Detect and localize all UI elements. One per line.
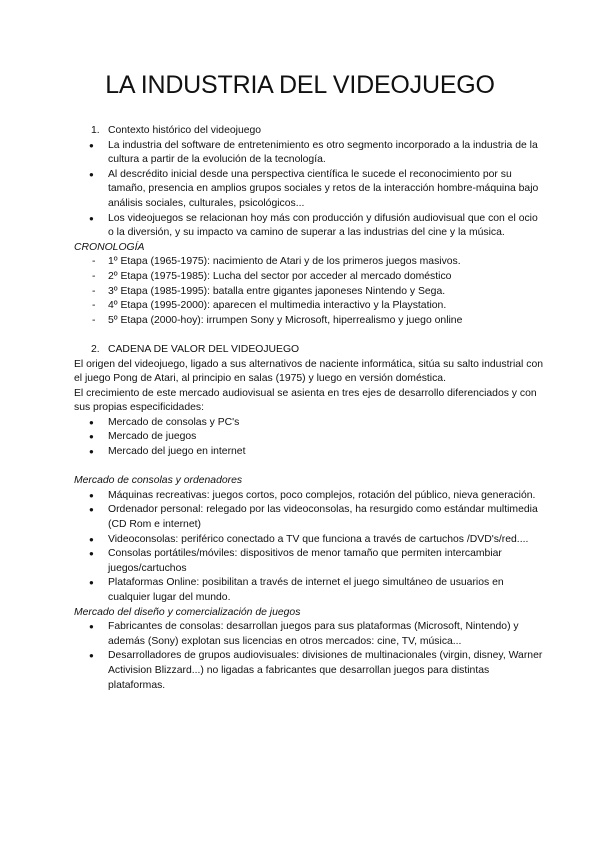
section2-bullet-1: ● Mercado de consolas y PC's (74, 416, 544, 431)
cronologia-item-3: - 3º Etapa (1985-1995): batalla entre gigantes japoneses Nintendo y Sega. (74, 285, 544, 300)
section1-number: 1. (91, 125, 100, 136)
section2-number: 2. (91, 343, 100, 355)
cronologia-item-4: - 4º Etapa (1995-2000): aparecen el multimedia interactivo y la Playstation. (74, 299, 544, 314)
section2-paragraph-1: El origen del videojuego, ligado a sus alternativos de naciente informática, sitúa su salto industrial con el juego Pong de Atari, al principio en salas (1975) y luego en versión doméstica. (74, 358, 544, 385)
section1-bullet-2: ● Al descrédito inicial desde una perspectiva científica le sucede el reconocimiento por su tamaño, presencia en amplios grupos sociales y retos de la interacción hombre-máquina bajo análisis sociales, culturales, psicológicos... (74, 168, 544, 212)
section2-bullet-3: ● Mercado del juego en internet (74, 445, 544, 460)
section1-bullet-3: ● Los videojuegos se relacionan hoy más con producción y difusión audiovisual que con el ocio o la diversión, y su impacto va camino de superar a las industrias del cine y la música. (74, 212, 544, 241)
consolas-bullet-3: ● Videoconsolas: periférico conectado a TV que funciona a través de cartuchos /DVD's/red.... (74, 533, 544, 548)
section1-heading (74, 124, 544, 139)
diseno-bullet-2: ● Desarrolladores de grupos audiovisuales: divisiones de multinacionales (virgin, disney, Warner Activision Blizzard...) no ligadas a fabricantes que desarrollan juegos para distintas plataformas. (74, 649, 544, 693)
spacer (74, 328, 544, 343)
consolas-bullet-1: ● Máquinas recreativas: juegos cortos, poco complejos, rotación del público, nieva generación. (74, 489, 544, 504)
section2-heading (74, 343, 544, 358)
consolas-bullet-2: ● Ordenador personal: relegado por las videoconsolas, ha resurgido como estándar multimedia (CD Rom e internet) (74, 503, 544, 532)
consolas-bullet-4: ● Consolas portátiles/móviles: dispositivos de menor tamaño que permiten intercambiar juegos/cartuchos (74, 547, 544, 576)
section2-heading-text: CADENA DE VALOR DEL VIDEOJUEGO (108, 343, 300, 355)
section1-heading-text: Contexto histórico del videojuego (108, 125, 262, 136)
document-body (74, 124, 544, 693)
consolas-bullet-5: ● Plataformas Online: posibilitan a través de internet el juego simultáneo de usuarios en cualquier lugar del mundo. (74, 576, 544, 605)
diseno-heading: Mercado del diseño y comercialización de juegos (74, 606, 301, 618)
section1-bullet-1: ● La industria del software de entretenimiento es otro segmento incorporado a la industria de la cultura a partir de la evolución de la tecnología. (74, 139, 544, 168)
section2-paragraph-2: El crecimiento de este mercado audiovisual se asienta en tres ejes de desarrollo diferenciados y con sus propias especificidades: (74, 387, 537, 414)
consolas-heading: Mercado de consolas y ordenadores (74, 475, 243, 487)
page-title: LA INDUSTRIA DEL VIDEOJUEGO (105, 71, 495, 99)
cronologia-heading: CRONOLOGÍA (74, 241, 145, 253)
cronologia-item-2: - 2º Etapa (1975-1985): Lucha del sector por acceder al mercado doméstico (74, 270, 544, 285)
diseno-bullet-1: ● Fabricantes de consolas: desarrollan juegos para sus plataformas (Microsoft, Nintendo) y además (Sony) explotan sus licencias en otros mercados: cine, TV, música... (74, 620, 544, 649)
spacer (74, 460, 544, 475)
section2-bullet-2: ● Mercado de juegos (74, 430, 544, 445)
cronologia-item-1: - 1º Etapa (1965-1975): nacimiento de Atari y de los primeros juegos masivos. (74, 255, 544, 270)
cronologia-item-5: - 5º Etapa (2000-hoy): irrumpen Sony y Microsoft, hiperrealismo y juego online (74, 314, 544, 329)
